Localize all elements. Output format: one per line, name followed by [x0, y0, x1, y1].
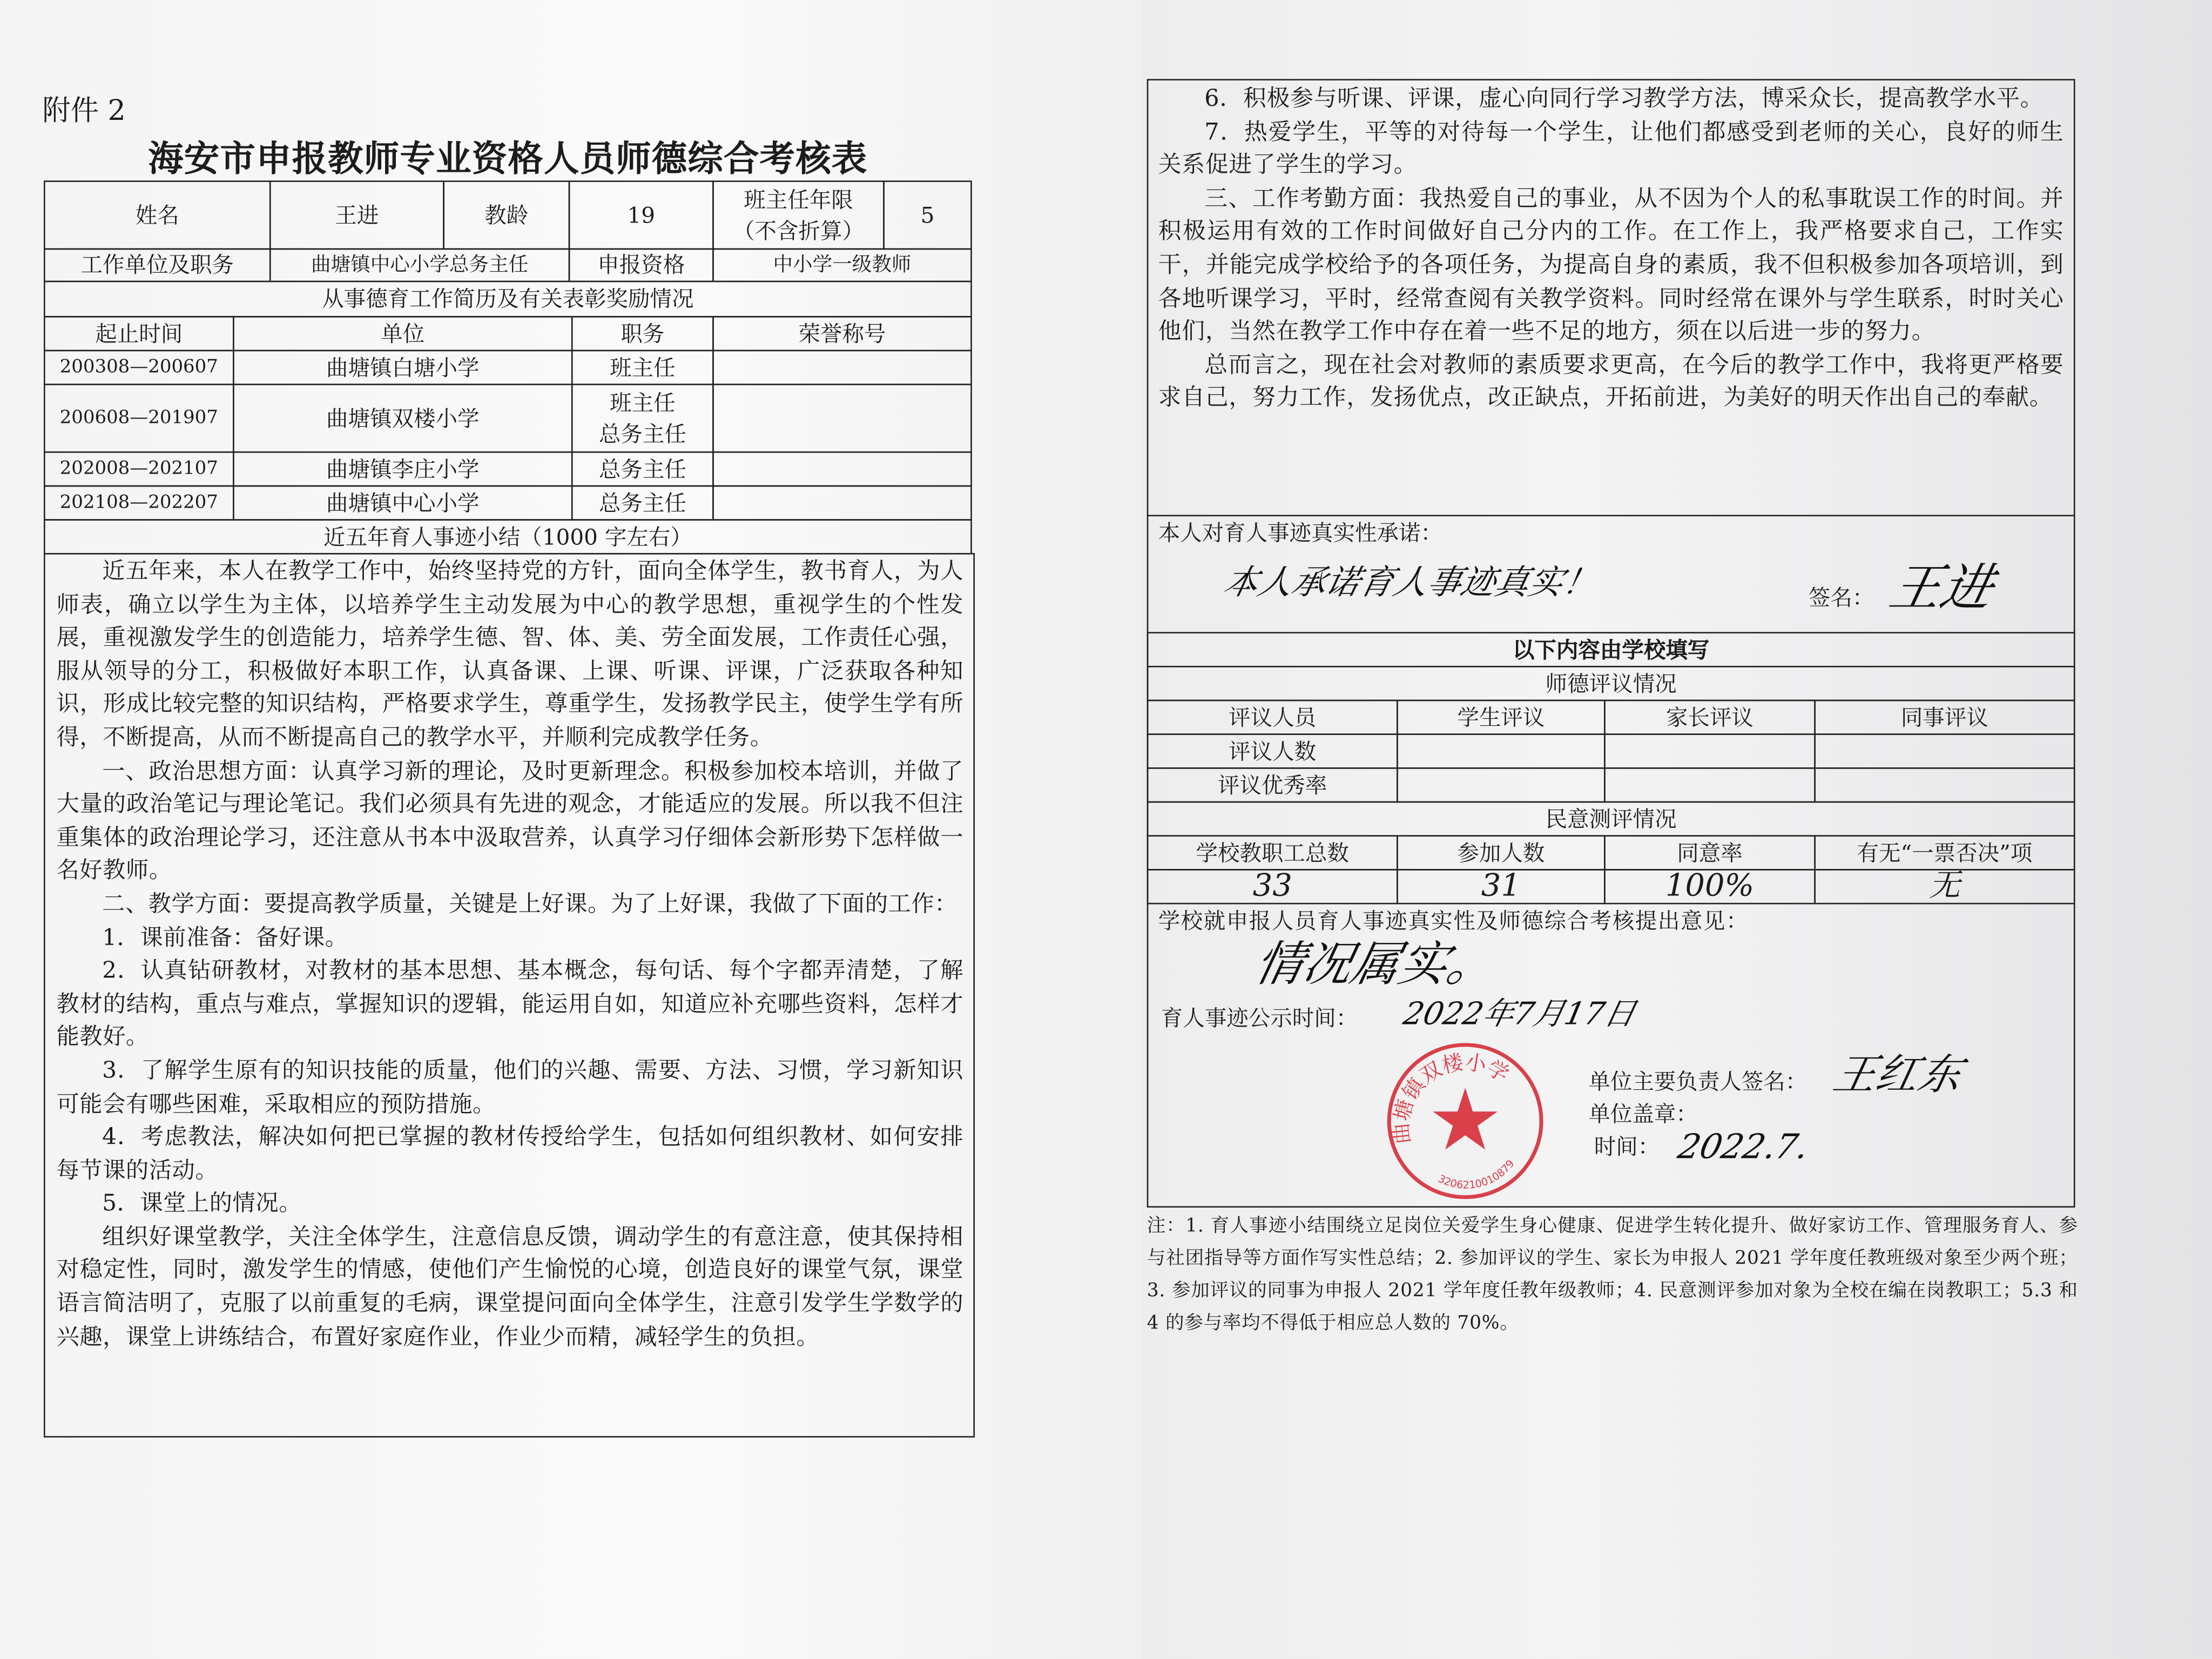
history-duty: 总务主任	[571, 485, 714, 521]
school-seal-stamp	[1382, 1038, 1549, 1205]
poll-approval-rate: 100%	[1604, 869, 1816, 904]
history-duty: 总务主任	[571, 451, 714, 487]
page-title: 海安市申报教师专业资格人员师德综合考核表	[148, 138, 868, 179]
attachment-label: 附件 2	[42, 93, 126, 127]
ethics-cell[interactable]	[1604, 733, 1816, 768]
svg-text:曲塘镇双楼小学	[1389, 1050, 1513, 1145]
ethics-title: 师德评议情况	[1147, 666, 2075, 701]
summary-paragraph: 2．认真钻研教材，对教材的基本思想、基本概念，每句话、每个字都弄清楚，了解教材的结构，重点与难点，掌握知识的逻辑，能运用自如，知道应补充哪些资料，怎样才能教好。	[56, 956, 964, 1050]
summary-paragraph: 近五年来，本人在教学工作中，始终坚持党的方针，面向全体学生，教书育人，为人师表，确立以学生为主体，以培养学生主动发展为中心的教学思想，重视学生的个性发展，重视激发学生的创造能力，培养学生德、智、体、美、劳全面发展，工作责任心强，服从领导的分工，积极做好本职工作，认真备课、上课、听课、评课，广泛获取各种知识，形成比较完整的知识结构，严格要求学生，尊重学生，发扬教学民主，使学生学有所得，不断提高，从而不断提高自己的教学水平，并顺利完成教学任务。	[56, 557, 964, 751]
poll-total-staff: 33	[1147, 869, 1398, 904]
summary-paragraph: 组织好课堂教学，关注全体学生，注意信息反馈，调动学生的有意注意，使其保持相对稳定性，同时，激发学生的情感，使他们产生愉悦的心境，创造良好的课堂气氛，课堂语言简洁明了，克服了以前重复的毛病，课堂提问面向全体学生，注意引发学生学数学的兴趣，课堂上讲练结合，布置好家庭作业，作业少而精，减轻学生的负担。	[56, 1223, 964, 1350]
history-header-period: 起止时间	[44, 316, 234, 351]
summary-paragraph: 总而言之，现在社会对教师的素质要求更高，在今后的教学工作中，我将更严格要求自己，努力工作，发扬优点，改正缺点，开拓前进，为美好的明天作出自己的奉献。	[1158, 350, 2064, 412]
history-unit: 曲塘镇李庄小学	[233, 451, 573, 487]
opinion-label: 学校就申报人员育人事迹真实性及师德综合考核提出意见：	[1158, 908, 1749, 934]
ethics-header: 同事评议	[1814, 700, 2075, 735]
poll-header: 学校教职工总数	[1147, 835, 1398, 870]
ethics-cell[interactable]	[1397, 733, 1606, 768]
ethics-cell[interactable]	[1814, 767, 2075, 802]
summary-paragraph: 6．积极参与听课、评课，虚心向同行学习教学方法，博采众长，提高教学水平。	[1204, 84, 2044, 112]
publicity-label: 育人事迹公示时间：	[1161, 1006, 1358, 1031]
pledge-handwriting: 本人承诺育人事迹真实！	[1220, 563, 1601, 603]
history-duty	[571, 384, 714, 453]
summary-paragraph: 三、工作考勤方面：我热爱自己的事业，从不因为个人的私事耽误工作的时间。并积极运用有效的工作时间做好自己分内的工作。在工作上，我严格要求自己，工作实干，并能完成学校给予的各项任务，为提高自身的素质，我不但积极参加各项培训，到各地听课学习，平时，经常查阅有关教学资料。同时经常在课外与学生联系，时时关心他们，当然在教学工作中存在着一些不足的地方，须在以后进一步的努力。	[1158, 184, 2064, 345]
history-header-unit: 单位	[233, 316, 573, 351]
history-period: 200608—201907	[44, 384, 234, 453]
summary-paragraph: 7．热爱学生，平等的对待每一个学生，让他们都感受到老师的关心，良好的师生关系促进了学生的学习。	[1158, 118, 2064, 178]
history-duty: 班主任	[571, 350, 714, 385]
history-unit: 曲塘镇中心小学	[233, 485, 573, 521]
stamp-code: 3206210010879	[1436, 1157, 1517, 1191]
pledge-label: 本人对育人事迹真实性承诺：	[1158, 520, 1443, 546]
summary-continued	[1158, 82, 2064, 415]
ethics-cell[interactable]	[1397, 767, 1606, 802]
history-honor	[712, 350, 972, 385]
ethics-row-label: 评议人数	[1147, 733, 1398, 768]
opinion-handwriting: 情况属实。	[1250, 936, 1502, 993]
sign-label: 签名：	[1808, 585, 1874, 611]
seal-label: 单位盖章：	[1588, 1102, 1698, 1128]
school-fill-title: 以下内容由学校填写	[1147, 632, 2075, 667]
history-header-duty: 职务	[571, 316, 714, 351]
history-honor	[712, 451, 972, 487]
summary-paragraph: 4．考虑教法，解决如何把已掌握的教材传授给学生，包括如何组织教材、如何安排每节课的活动。	[56, 1123, 964, 1183]
ethics-row-label: 评议优秀率	[1147, 767, 1398, 802]
summary-paragraph: 5．课堂上的情况。	[102, 1189, 302, 1217]
stamp-text: 曲塘镇双楼小学	[1389, 1050, 1513, 1145]
headteacher-years-value: 5	[883, 180, 972, 249]
headteacher-label-line1: 班主任年限	[744, 187, 853, 213]
summary-paragraph: 一、政治思想方面：认真学习新的理论，及时更新理念。积极参加校本培训，并做了大量的政治笔记与理论笔记。我们必须具有先进的观念，才能适应的发展。所以我不但注重集体的政治理论学习，还注意从书本中汲取营养，认真学习仔细体会新形势下怎样做一名好教师。	[56, 757, 964, 884]
leader-sign-label: 单位主要负责人签名：	[1588, 1069, 1808, 1095]
poll-participants: 31	[1397, 869, 1606, 904]
ethics-header: 评议人员	[1147, 700, 1398, 735]
history-title: 从事德育工作简历及有关表彰奖励情况	[44, 281, 972, 318]
headteacher-years-label	[712, 180, 885, 249]
poll-header: 同意率	[1604, 835, 1816, 870]
ethics-header: 学生评议	[1397, 700, 1606, 735]
summary-text	[56, 555, 963, 1353]
time-handwriting: 2022.7.	[1674, 1127, 1812, 1167]
history-honor	[712, 485, 972, 521]
teaching-age-label: 教龄	[443, 180, 570, 249]
history-duty-1: 班主任	[610, 390, 676, 416]
teaching-age-value: 19	[569, 180, 714, 249]
publicity-date: 2022年7月17日	[1400, 997, 1639, 1033]
history-period: 200308—200607	[44, 350, 234, 385]
poll-header: 参加人数	[1397, 835, 1606, 870]
time-label: 时间：	[1594, 1134, 1660, 1160]
name-value: 王进	[269, 180, 444, 249]
summary-paragraph: 二、教学方面：要提高教学质量，关键是上好课。为了上好课，我做了下面的工作：	[102, 890, 957, 917]
history-period: 202008—202107	[44, 451, 234, 487]
unit-value: 曲塘镇中心小学总务主任	[269, 248, 570, 282]
history-period: 202108—202207	[44, 485, 234, 521]
summary-paragraph: 1．课前准备：备好课。	[102, 923, 348, 950]
unit-label: 工作单位及职务	[44, 248, 271, 282]
poll-title: 民意测评情况	[1147, 801, 2075, 837]
history-unit: 曲塘镇双楼小学	[233, 384, 573, 453]
ethics-header: 家长评议	[1604, 700, 1816, 735]
history-duty-2: 总务主任	[598, 421, 686, 447]
qualification-value: 中小学一级教师	[712, 248, 972, 282]
leader-signature: 王红东	[1829, 1051, 1966, 1101]
divider	[1147, 515, 2075, 516]
history-unit: 曲塘镇白塘小学	[233, 350, 573, 385]
summary-title: 近五年育人事迹小结（1000 字左右）	[44, 519, 972, 554]
ethics-cell[interactable]	[1604, 767, 1816, 802]
history-header-honor: 荣誉称号	[712, 316, 972, 351]
qualification-label: 申报资格	[569, 248, 714, 282]
poll-veto: 无	[1814, 869, 2075, 904]
summary-paragraph: 3．了解学生原有的知识技能的质量，他们的兴趣、需要、方法、习惯，学习新知识可能会有哪些困难，采取相应的预防措施。	[56, 1056, 964, 1117]
history-honor	[712, 384, 972, 453]
applicant-signature: 王进	[1884, 560, 1999, 618]
name-label: 姓名	[44, 180, 271, 249]
ethics-cell[interactable]	[1814, 733, 2075, 768]
headteacher-label-line2: （不含折算）	[732, 218, 864, 244]
footnote: 注：1. 育人事迹小结围绕立足岗位关爱学生身心健康、促进学生转化提升、做好家访工作、管理服务育人、参与社团指导等方面作写实性总结；2. 参加评议的学生、家长为申报人 2021 学年度任教班级对象至少两个班；3. 参加评议的同事为申报人 2021 学年度任教年级教师；4. 民意测评参加对象为全校在编在岗教职工；5.3 和 4 的参与率均不得低于相应总人数的 70%。	[1147, 1216, 2078, 1335]
poll-header: 有无“一票否决”项	[1814, 835, 2075, 870]
